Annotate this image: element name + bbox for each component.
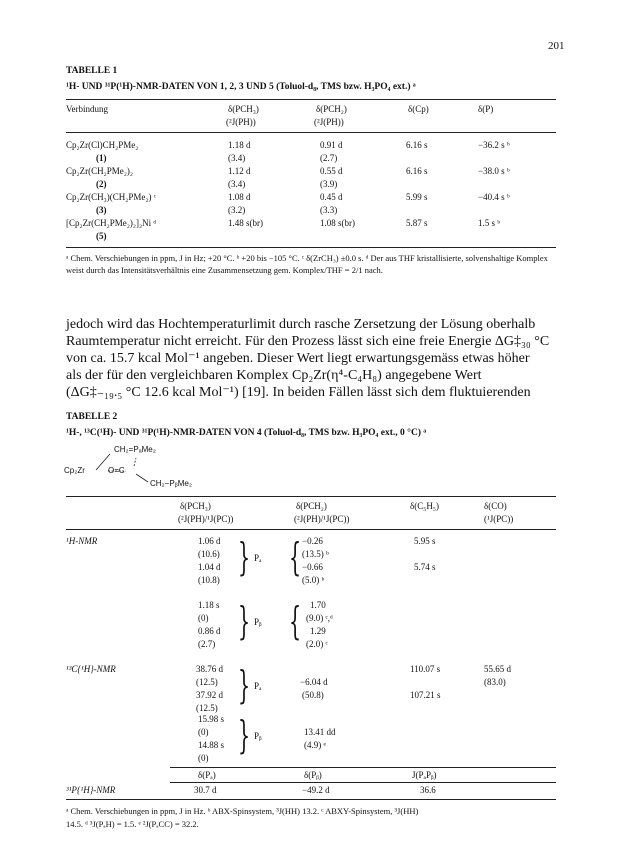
t2-value: 14.88 s: [198, 740, 225, 750]
t1-compound: Cp₂Zr(Cl)CH₂PMe₂: [66, 140, 139, 150]
t1-pch3: 1.12 d: [228, 166, 251, 176]
t1-cp: 6.16 s: [406, 166, 428, 176]
t2-value: 5.74 s: [414, 562, 436, 572]
t1-p: −40.4 s ᵇ: [478, 192, 510, 202]
t2-value: (50.8): [302, 690, 324, 700]
t1-compound-number: (5): [96, 231, 107, 241]
body-line-4: als der für den vergleichbaren Komplex Cp₂Zr(η⁴-C₄H₈) angegebene Wert: [66, 368, 482, 383]
t1-p: −38.0 s ᵇ: [478, 166, 510, 176]
t1-compound-number: (2): [96, 179, 107, 189]
t2-pb-label: Pᵦ: [254, 731, 262, 741]
right-brace: }: [238, 713, 251, 757]
t1-p: 1.5 s ᵇ: [478, 218, 501, 228]
t2-value: (4.9) ᵉ: [304, 740, 326, 750]
t2-value: (83.0): [484, 677, 506, 687]
t1-header-pch2-j: (²J(PH)): [314, 117, 344, 127]
t1-pch3: 1.48 s(br): [228, 218, 263, 228]
t2-value: 55.65 d: [484, 664, 511, 674]
right-brace: }: [238, 663, 251, 707]
t1-pch2-j: (3.9): [320, 179, 338, 189]
t1-compound-number: (3): [96, 205, 107, 215]
right-brace: }: [238, 599, 251, 643]
left-brace: {: [289, 599, 302, 643]
body-line-3: von ca. 15.7 kcal Mol⁻¹ angeben. Dieser Wert liegt erwartungsgemäss etwas höher: [66, 351, 530, 366]
t1-header-pch3-j: (²J(PH)): [226, 117, 256, 127]
table1-footnote: ᵃ Chem. Verschiebungen in ppm, J in Hz; +20 °C. ᵇ +20 bis −105 °C. ᶜ δ(ZrCH₃) ±0.0 s. ᵈ Der aus THF kristallisierte, solvenshaltige Komplex weist durch das Intensitätsverhältnis eine Zusammensetzung gem. Komplex/THF = 2/1 nach.: [66, 253, 548, 275]
t1-p: −36.2 s ᵇ: [478, 140, 510, 150]
t1-compound: Cp₂Zr(CH₂PMe₂)₂: [66, 166, 134, 176]
t2-header-pch3: δ(PCH₃): [180, 501, 211, 511]
t2-p-header-j: J(PₐPᵦ): [412, 770, 437, 780]
t1-pch2: 1.08 s(br): [320, 218, 355, 228]
t1-compound: [Cp₂Zr(CH₂PMe₂)₂]₂Ni ᵈ: [66, 218, 157, 228]
t2-value: −6.04 d: [300, 677, 328, 687]
t2-value: (12.5): [196, 677, 218, 687]
table2-footnote-2: 14.5. ᵈ ³J(PₐH) = 1.5. ᵉ ²J(PₐCC) = 32.2.: [66, 819, 199, 829]
t1-header-p: δ(P): [478, 104, 494, 114]
t1-pch3: 1.08 d: [228, 192, 251, 202]
t2-p-nmr-label: ³¹P{¹H}-NMR: [66, 785, 116, 795]
table2-label: TABELLE 2: [66, 412, 118, 422]
body-line-1: jedoch wird das Hochtemperaturlimit durch rasche Zersetzung der Lösung oberhalb: [66, 317, 536, 332]
table2-p-header-rule: [170, 782, 556, 783]
t2-value: 15.98 s: [198, 714, 225, 724]
t2-value: 1.04 d: [198, 562, 221, 572]
t2-pb-label: Pᵦ: [254, 617, 262, 627]
t2-pa-label: Pₐ: [254, 681, 262, 691]
t1-cp: 6.16 s: [406, 140, 428, 150]
body-line-5: (ΔG‡₋₁₉.₅ °C 12.6 kcal Mol⁻¹) [19]. In beiden Fällen lässt sich dem fluktuierenden: [66, 385, 531, 400]
t2-value: 38.76 d: [196, 664, 223, 674]
t1-header-compound: Verbindung: [66, 104, 108, 114]
table2-footnote-1: ᵃ Chem. Verschiebungen in ppm, J in Hz. ᵇ ABX-Spinsystem, ³J(HH) 13.2. ᶜ ABXY-Spinsystem, ³J(HH): [66, 806, 419, 816]
t2-value: 13.41 dd: [304, 727, 336, 737]
t1-pch2: 0.55 d: [320, 166, 343, 176]
t2-header-co-j: (¹J(PC)): [484, 514, 514, 524]
t2-value: (12.5): [196, 703, 218, 713]
t2-header-pch2-j: (²J(PH)/¹J(PC)): [294, 514, 350, 524]
t2-value: −0.66: [302, 562, 323, 572]
t1-pch2: 0.91 d: [320, 140, 343, 150]
t1-cp: 5.99 s: [406, 192, 428, 202]
t2-value: 30.7 d: [194, 785, 217, 795]
body-line-2: Raumtemperatur nicht erreicht. Für den Prozess lässt sich eine freie Energie ΔG‡₃₀ °C: [66, 334, 550, 349]
t2-value: (0): [198, 727, 209, 737]
structure-mid: O=C: [108, 466, 125, 475]
t1-header-pch2: δ(PCH₂): [316, 104, 347, 114]
t1-header-pch3: δ(PCH₃): [228, 104, 259, 114]
t2-p-header-a: δ(Pₐ): [198, 770, 216, 780]
structure-bottom: CH₂−PᵦMe₂: [150, 479, 192, 488]
t1-pch3-j: (3.4): [228, 153, 246, 163]
t1-pch3-j: (3.4): [228, 179, 246, 189]
t2-value: (9.0) ᶜ,ᵈ: [306, 613, 333, 623]
t1-compound: Cp₂Zr(CH₃)(CH₂PMe₂) ᶜ: [66, 192, 157, 202]
t2-value: 36.6: [420, 785, 436, 795]
left-brace: {: [289, 535, 302, 579]
t2-value: (10.6): [198, 549, 220, 559]
t2-value: (2.7): [198, 639, 216, 649]
t2-value: 1.06 d: [198, 536, 221, 546]
page-number: 201: [548, 40, 565, 52]
t2-value: 110.07 s: [410, 664, 441, 674]
table1-caption: ¹H- UND ³¹P(¹H)-NMR-DATEN VON 1, 2, 3 UND 5 (Toluol-d₈, TMS bzw. H₃PO₄ ext.) ᵃ: [66, 82, 416, 92]
t1-header-cp: δ(Cp): [408, 104, 429, 114]
table1-header-rule: [66, 132, 556, 133]
table2-bottom-rule: [66, 799, 556, 800]
t2-value: (2.0) ᶜ: [306, 639, 328, 649]
table2-header-rule: [66, 529, 556, 530]
structure-top: CH₂=PₐMe₂: [114, 445, 156, 454]
t2-c-nmr-label: ¹³C{¹H}-NMR: [66, 664, 116, 674]
t1-cp: 5.87 s: [406, 218, 428, 228]
table2-top-rule: [66, 496, 556, 497]
t2-value: 1.29: [310, 626, 326, 636]
t1-pch2-j: (3.3): [320, 205, 338, 215]
t2-value: (0): [198, 753, 209, 763]
t2-header-pch2: δ(PCH₂): [296, 501, 327, 511]
t2-value: −49.2 d: [302, 785, 330, 795]
table1-bottom-rule: [66, 247, 556, 248]
t2-value: 37.92 d: [196, 690, 223, 700]
t2-value: 1.18 s: [198, 600, 220, 610]
right-brace: }: [238, 535, 251, 579]
t1-pch2-j: (2.7): [320, 153, 338, 163]
t2-value: 5.95 s: [414, 536, 436, 546]
t2-header-c5h5: δ(C₅H₅): [410, 501, 440, 511]
t2-value: −0.26: [302, 536, 323, 546]
t2-value: (10.8): [198, 575, 220, 585]
table1-top-rule: [66, 99, 556, 100]
t2-value: 0.86 d: [198, 626, 221, 636]
t2-h-nmr-label: ¹H-NMR: [66, 536, 98, 546]
t1-compound-number: (1): [96, 153, 107, 163]
table2-caption: ¹H-, ¹³C(¹H)- UND ³¹P(¹H)-NMR-DATEN VON 4 (Toluol-d₈, TMS bzw. H₃PO₄ ext., 0 °C) ᵃ: [66, 428, 427, 438]
t2-header-pch3-j: (²J(PH)/¹J(PC)): [178, 514, 234, 524]
table2-p-rule: [170, 767, 556, 768]
structure-left: Cp₂Zr: [64, 466, 85, 475]
t2-value: 107.21 s: [410, 690, 441, 700]
table1-label: TABELLE 1: [66, 66, 118, 76]
t1-pch2: 0.45 d: [320, 192, 343, 202]
t2-pa-label: Pₐ: [254, 553, 262, 563]
t2-value: 1.70: [310, 600, 326, 610]
t2-value: (0): [198, 613, 209, 623]
t2-p-header-b: δ(Pᵦ): [304, 770, 322, 780]
t2-value: (5.0) ᵇ: [302, 575, 325, 585]
t2-header-co: δ(CO): [484, 501, 507, 511]
t1-pch3-j: (3.2): [228, 205, 246, 215]
t1-pch3: 1.18 d: [228, 140, 251, 150]
t2-value: (13.5) ᵇ: [302, 549, 329, 559]
